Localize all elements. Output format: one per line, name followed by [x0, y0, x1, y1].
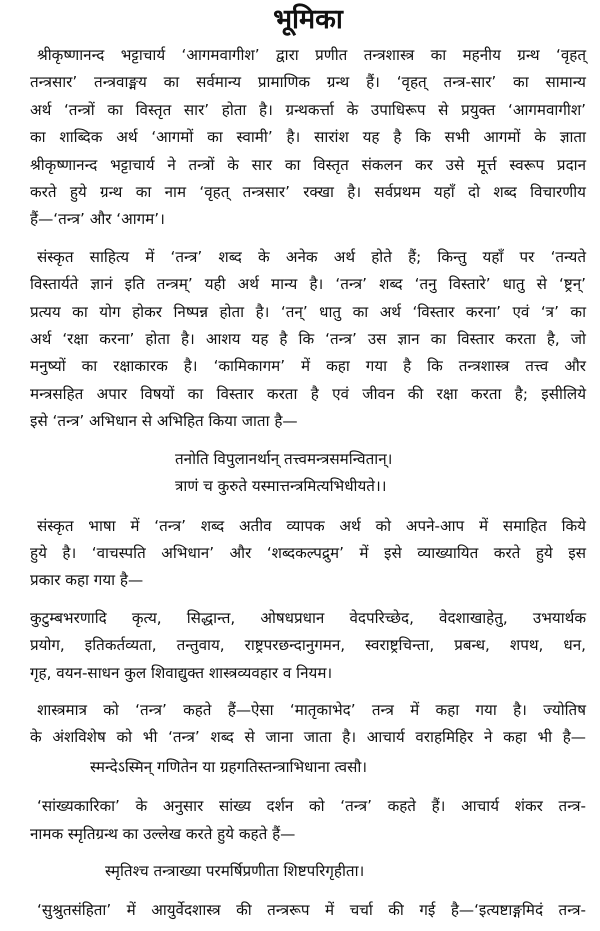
text-line: ‘सांख्यकारिका’ के अनुसार सांख्य दर्शन को ‘तन्त्र’ कहते हैं। आचार्य शंकर तन्त्र-: [37, 797, 586, 816]
text-line: विस्तार्यते ज्ञानं इति तन्त्रम्’ यही अर्थ मान्य है। ‘तन्त्र’ शब्द ‘तनु विस्तारे’ धातु से ‘ष्ट्रन्’: [30, 275, 586, 294]
paragraph-meanings-list: [30, 605, 586, 687]
paragraph-intro: [30, 42, 586, 234]
text-line: करते हुये ग्रन्थ का नाम ‘वृहत् तन्त्रसार’ रक्खा है। सर्वप्रथम यहाँ दो शब्द विचारणीय: [30, 183, 586, 202]
text-line: संस्कृत भाषा में ‘तन्त्र’ शब्द अतीव व्यापक अर्थ को अपने-आप में समाहित किये: [37, 516, 586, 535]
text-line: तन्त्रसार’ तन्त्रवाङ्मय का सर्वमान्य प्रामाणिक ग्रन्थ हैं। ‘वृहत् तन्त्र-सार’ का सामान्य: [30, 73, 586, 92]
verse-line: स्मन्देऽस्मिन् गणितेन या ग्रहगतिस्तन्त्राभिधाना त्वसौ।: [90, 757, 368, 776]
text-line: संस्कृत साहित्य में ‘तन्त्र’ शब्द के अनेक अर्थ होते हैं; किन्तु यहाँ पर ‘तन्यते: [37, 247, 586, 266]
text-line: का शाब्दिक अर्थ ‘आगमों का स्वामी’ है। सारांश यह है कि सभी आगमों के ज्ञाता: [30, 128, 586, 147]
paragraph-tantra-meaning: [30, 244, 586, 436]
text-line: प्रयोग, इतिकर्तव्यता, तन्तुवाय, राष्ट्रपरछन्दानुगमन, स्वराष्ट्रचिन्ता, प्रबन्ध, शपथ, धन,: [30, 636, 586, 655]
text-line: इसे ‘तन्त्र’ अभिधान से अभिहित किया जाता है—: [30, 412, 298, 431]
text-line: शास्त्रमात्र को ‘तन्त्र’ कहते हैं—ऐसा ‘मातृकाभेद’ तन्त्र में कहा गया है। ज्योतिष: [37, 700, 586, 719]
text-line: मन्त्रसहित अपार विषयों का विस्तार करता है एवं जीवन की रक्षा करता है; इसीलिये: [30, 384, 586, 403]
text-line: के अंशविशेष को भी ‘तन्त्र’ शब्द से जाना जाता है। आचार्य वराहमिहिर ने कहा भी है—: [30, 728, 586, 747]
text-line: अर्थ ‘तन्त्रों का विस्तृत सार’ होता है। ग्रन्थकर्त्ता के उपाधिरूप से प्रयुक्त ‘आगमवागीश’: [30, 100, 586, 119]
verse-line: स्मृतिश्च तन्त्राख्या परमर्षिप्रणीता शिष्टपरिगृहीता।: [105, 861, 365, 880]
text-line: श्रीकृष्णानन्द भट्टाचार्य ‘आगमवागीश’ द्वारा प्रणीत तन्त्रशास्त्र का महनीय ग्रन्थ ‘वृहत्: [37, 46, 586, 64]
verse-smriti: [30, 858, 586, 885]
verse-varahamihira: [30, 754, 586, 781]
paragraph-sankhya: [30, 793, 586, 848]
verse-tanoti: [30, 446, 586, 501]
text-line: मनुष्यों का रक्षाकारक है। ‘कामिकागम’ में कहा गया है कि तन्त्रशास्त्र तत्त्व और: [30, 357, 586, 376]
text-line: कुटुम्बभरणादि कृत्य, सिद्धान्त, ओषधप्रधान वेदपरिच्छेद, वेदशाखाहेतु, उभयार्थक: [30, 608, 586, 627]
text-line: गृह, वयन-साधन कुल शिवाद्युक्त शास्त्रव्यवहार व नियम।: [30, 663, 333, 682]
text-line: श्रीकृष्णानन्द भट्टाचार्य ने तन्त्रों के सार का विस्तृत संकलन कर उसे मूर्त्त स्वरूप प्रदान: [30, 155, 586, 174]
text-line: प्रकार कहा गया है—: [30, 571, 144, 590]
text-line: हैं—‘तन्त्र’ और ‘आगम’।: [30, 210, 165, 229]
paragraph-sanskrit-bhasha: [30, 513, 586, 595]
verse-line: त्राणं च कुरुते यस्मात्तन्त्रमित्यभिधीयते।।: [175, 477, 387, 496]
verse-line: तनोति विपुलानर्थान् तत्त्वमन्त्रसमन्वितान्।: [175, 449, 393, 468]
paragraph-shastra: [30, 697, 586, 752]
text-line: ‘सुश्रुतसंहिता’ में आयुर्वेदशास्त्र की तन्त्ररूप में चर्चा की गई है—‘इत्यष्टाङ्गमिदं तन्त्र-: [37, 901, 586, 920]
text-line: प्रत्यय का योग होकर निष्पन्न होता है। ‘तन्’ धातु का अर्थ ‘विस्तार करना’ एवं ‘त्र’ का: [30, 302, 586, 321]
text-line: नामक स्मृतिग्रन्थ का उल्लेख करते हुये कहते हैं—: [30, 824, 296, 843]
text-line: अर्थ ‘रक्षा करना’ होता है। आशय यह है कि ‘तन्त्र’ उस ज्ञान का विस्तार करता है, जो: [30, 330, 586, 349]
paragraph-sushruta: [30, 897, 586, 924]
page-title: भूमिका: [273, 4, 343, 35]
text-line: हुये है। ‘वाचस्पति अभिधान’ और ‘शब्दकल्पद्रुम’ में इसे व्याख्यायित करते हुये इस: [30, 543, 586, 562]
